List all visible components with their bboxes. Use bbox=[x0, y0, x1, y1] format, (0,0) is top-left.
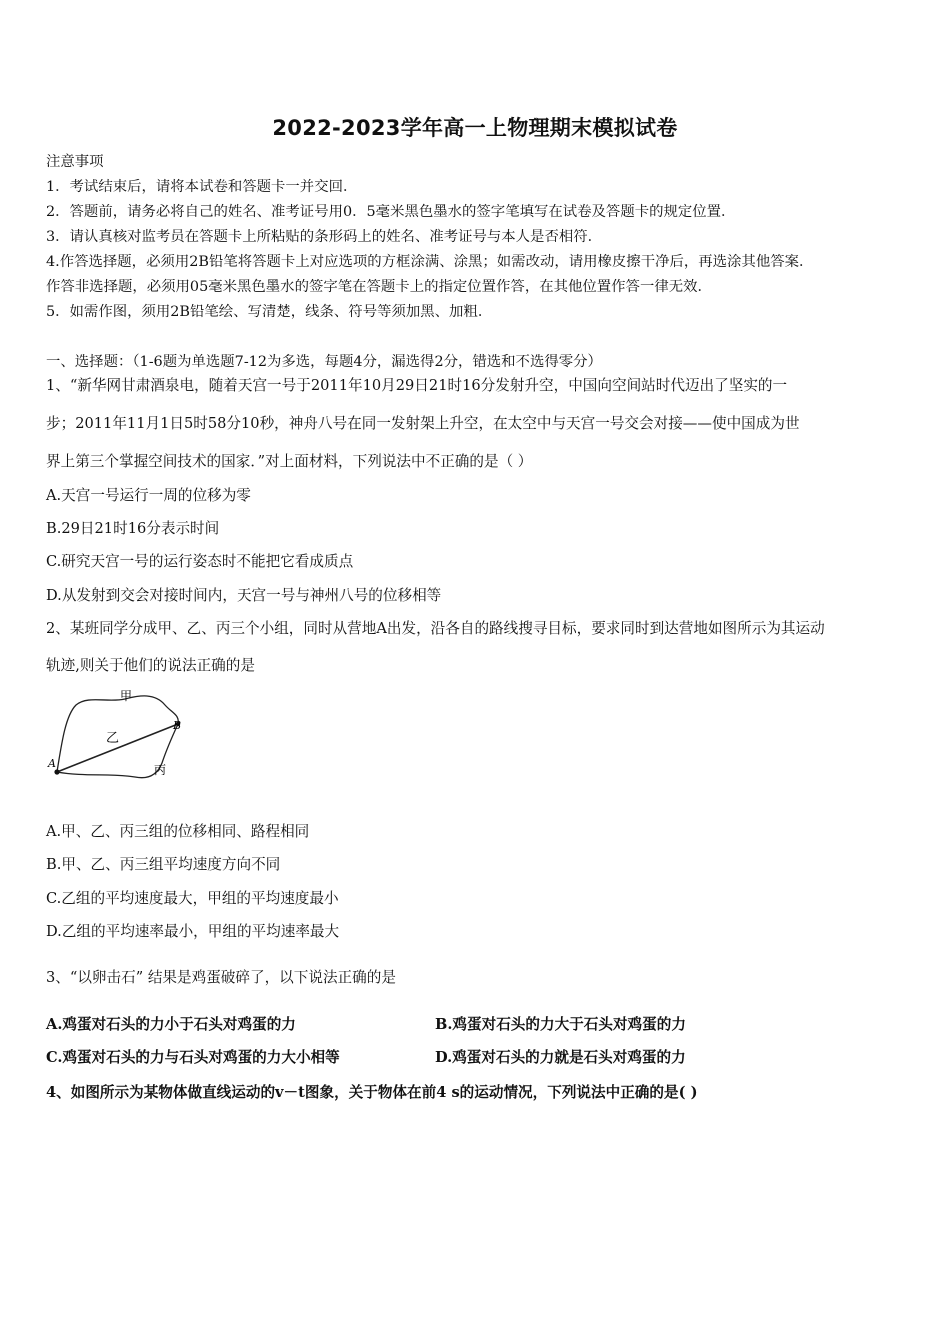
notice-item: 2．答题前，请务必将自己的姓名、准考证号用0．5毫米黑色墨水的签字笔填写在试卷及答题卡的规定位置． bbox=[46, 204, 736, 220]
question-4-stem: 4、如图所示为某物体做直线运动的v－t图象，关于物体在前4 s的运动情况，下列说法中正确的是( ) bbox=[46, 1084, 698, 1101]
question-2-option-d: D.乙组的平均速率最小，甲组的平均速率最大 bbox=[46, 923, 340, 940]
question-3-option-d: D.鸡蛋对石头的力就是石头对鸡蛋的力 bbox=[435, 1049, 686, 1066]
question-1-option-b: B.29日21时16分表示时间 bbox=[46, 520, 220, 537]
question-2-option-c: C.乙组的平均速度最大，甲组的平均速度最小 bbox=[46, 890, 339, 907]
question-1-option-c: C.研究天宫一号的运行姿态时不能把它看成质点 bbox=[46, 553, 354, 570]
page-title: 2022-2023学年高一上物理期末模拟试卷 bbox=[272, 116, 678, 140]
section-heading: 一、选择题：（1-6题为单选题7-12为多选，每题4分，漏选得2分，错选和不选得零分） bbox=[46, 354, 602, 370]
label-jia: 甲 bbox=[120, 689, 133, 703]
question-3-option-a: A.鸡蛋对石头的力小于石头对鸡蛋的力 bbox=[46, 1016, 296, 1033]
notice-heading: 注意事项 bbox=[46, 154, 104, 170]
notice-item: 4.作答选择题，必须用2B铅笔将答题卡上对应选项的方框涂满、涂黑；如需改动，请用橡皮擦干净后，再选涂其他答案． bbox=[46, 254, 814, 270]
question-1-option-d: D.从发射到交会对接时间内，天宫一号与神州八号的位移相等 bbox=[46, 587, 442, 604]
notice-item: 3．请认真核对监考员在答题卡上所粘贴的条形码上的姓名、准考证号与本人是否相符． bbox=[46, 229, 603, 245]
question-1-line: 界上第三个掌握空间技术的国家．”对上面材料，下列说法中不正确的是（ ） bbox=[46, 453, 533, 470]
notice-item: 5．如需作图，须用2B铅笔绘、写清楚，线条、符号等须加黑、加粗． bbox=[46, 304, 493, 320]
trajectory-figure bbox=[40, 685, 200, 785]
question-1-option-a: A.天宫一号运行一周的位移为零 bbox=[46, 487, 251, 504]
question-2-option-a: A.甲、乙、丙三组的位移相同、路程相同 bbox=[46, 823, 310, 840]
notice-item: 1．考试结束后，请将本试卷和答题卡一并交回． bbox=[46, 179, 358, 195]
label-bing: 丙 bbox=[154, 763, 167, 777]
question-3-stem: 3、“以卵击石” 结果是鸡蛋破碎了，以下说法正确的是 bbox=[46, 969, 396, 986]
point-a bbox=[54, 769, 59, 774]
question-2-line: 轨迹,则关于他们的说法正确的是 bbox=[46, 657, 255, 674]
question-1-line: 步；2011年11月1日5时58分10秒，神舟八号在同一发射架上升空，在太空中与天宫一号交会对接——使中国成为世 bbox=[46, 415, 800, 432]
question-3-option-b: B.鸡蛋对石头的力大于石头对鸡蛋的力 bbox=[435, 1016, 686, 1033]
question-2-line: 2、某班同学分成甲、乙、丙三个小组，同时从营地A出发，沿各自的路线搜寻目标，要求同时到达营地如图所示为其运动 bbox=[46, 620, 825, 637]
question-1-line: 1、“新华网甘肃酒泉电，随着天宫一号于2011年10月29日21时16分发射升空，中国向空间站时代迈出了坚实的一 bbox=[46, 377, 788, 394]
question-2-option-b: B.甲、乙、丙三组平均速度方向不同 bbox=[46, 856, 281, 873]
notice-item: 作答非选择题，必须用05毫米黑色墨水的签字笔在答题卡上的指定位置作答，在其他位置作答一律无效． bbox=[46, 279, 712, 295]
label-a: A bbox=[48, 757, 56, 770]
question-3-option-c: C.鸡蛋对石头的力与石头对鸡蛋的力大小相等 bbox=[46, 1049, 340, 1066]
label-b: B bbox=[173, 719, 182, 732]
label-yi: 乙 bbox=[106, 731, 120, 746]
